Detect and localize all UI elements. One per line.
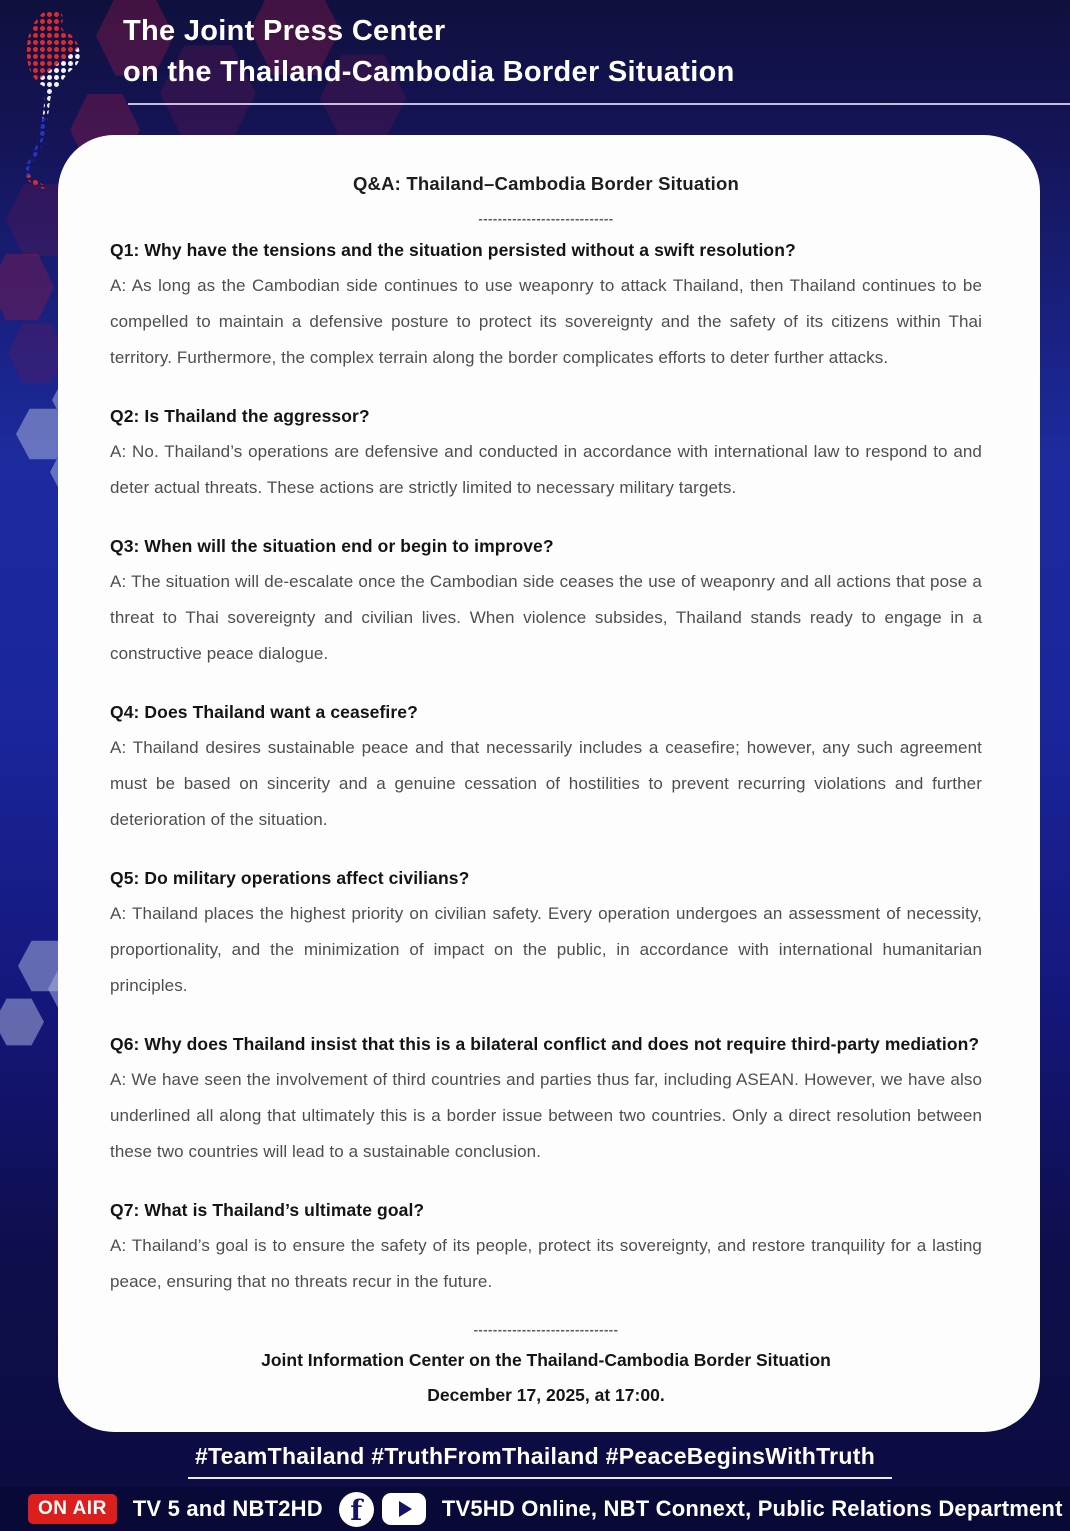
on-air-badge: ON AIR [28, 1494, 117, 1524]
separator-dashes-bottom: ------------------------------ [473, 1322, 619, 1337]
datetime-line: December 17, 2025, at 17:00. [427, 1385, 665, 1405]
answer-text: A: Thailand’s goal is to ensure the safety of its people, protect its sovereignty, and restore tranquility for a lasting peace, ensuring that no threats recur in the future. [110, 1236, 982, 1291]
youtube-icon [382, 1493, 426, 1525]
issuer-line: Joint Information Center on the Thailand-Cambodia Border Situation [261, 1350, 831, 1370]
separator-dashes-top: ---------------------------- [478, 211, 614, 226]
question-text: Q1: Why have the tensions and the situation persisted without a swift resolution? [110, 240, 796, 260]
qa-document-card [58, 135, 1040, 1432]
answer-text: A: Thailand places the highest priority on civilian safety. Every operation undergoes an assessment of necessity, proportionality, and the minimization of impact on the public, in accordance with international humanitarian principles. [110, 904, 982, 995]
hexagon-decoration [0, 996, 44, 1048]
document-title: Q&A: Thailand–Cambodia Border Situation [352, 173, 740, 194]
question-text: Q5: Do military operations affect civilians? [110, 868, 470, 888]
question-text: Q7: What is Thailand’s ultimate goal? [110, 1200, 425, 1220]
qa-item-6 [110, 1026, 982, 1170]
qa-item-5 [110, 860, 982, 1004]
qa-item-4 [110, 694, 982, 838]
answer-text: A: No. Thailand’s operations are defensive and conducted in accordance with international law to respond to and deter actual threats. These actions are strictly limited to necessary military targets. [110, 442, 982, 497]
hashtags: #TeamThailand #TruthFromThailand #PeaceBeginsWithTruth [194, 1443, 876, 1469]
question-text: Q3: When will the situation end or begin to improve? [110, 536, 554, 556]
page-title [123, 11, 735, 93]
question-text: Q4: Does Thailand want a ceasefire? [110, 702, 418, 722]
qa-item-1 [110, 232, 982, 376]
broadcast-info-label: TV5HD Online, NBT Connext, Public Relations Department [441, 1496, 1063, 1521]
qa-item-2 [110, 398, 982, 506]
qa-item-3 [110, 528, 982, 672]
qa-item-7 [110, 1192, 982, 1300]
header-divider [128, 103, 1070, 105]
question-text: Q6: Why does Thailand insist that this is a bilateral conflict and does not require third-party mediation? [110, 1034, 980, 1054]
answer-text: A: The situation will de-escalate once the Cambodian side ceases the use of weaponry and all actions that pose a threat to Thai sovereignty and civilian lives. When violence subsides, Thailand stands ready to engage in a constructive peace dialogue. [110, 572, 982, 663]
question-text: Q2: Is Thailand the aggressor? [110, 406, 370, 426]
social-icons [339, 1492, 426, 1527]
hexagon-decoration [0, 250, 54, 324]
answer-text: A: As long as the Cambodian side continues to use weaponry to attack Thailand, then Thailand continues to be compelled to maintain a defensive posture to protect its sovereignty and the safety of its citizens within Thai territory. Furthermore, the complex terrain along the border complicates efforts to deter further attacks. [110, 276, 982, 367]
answer-text: A: Thailand desires sustainable peace and that necessarily includes a ceasefire; however, any such agreement must be based on sincerity and a genuine cessation of hostilities to prevent recurring violations and further deterioration of the situation. [110, 738, 982, 829]
header [0, 0, 1070, 135]
answer-text: A: We have seen the involvement of third countries and parties thus far, including ASEAN. However, we have also underlined all along that ultimately this is a border issue between two countries. Only a direct resolution between these two countries will lead to a sustainable conclusion. [110, 1070, 982, 1161]
page-title-line1: The Joint Press Center [123, 15, 446, 47]
hashtag-divider [188, 1477, 892, 1479]
facebook-icon [339, 1492, 374, 1527]
channels-label: TV 5 and NBT2HD [132, 1496, 323, 1521]
page-title-line2: on the Thailand-Cambodia Border Situation [123, 56, 735, 88]
broadcast-bar [0, 1487, 1070, 1531]
